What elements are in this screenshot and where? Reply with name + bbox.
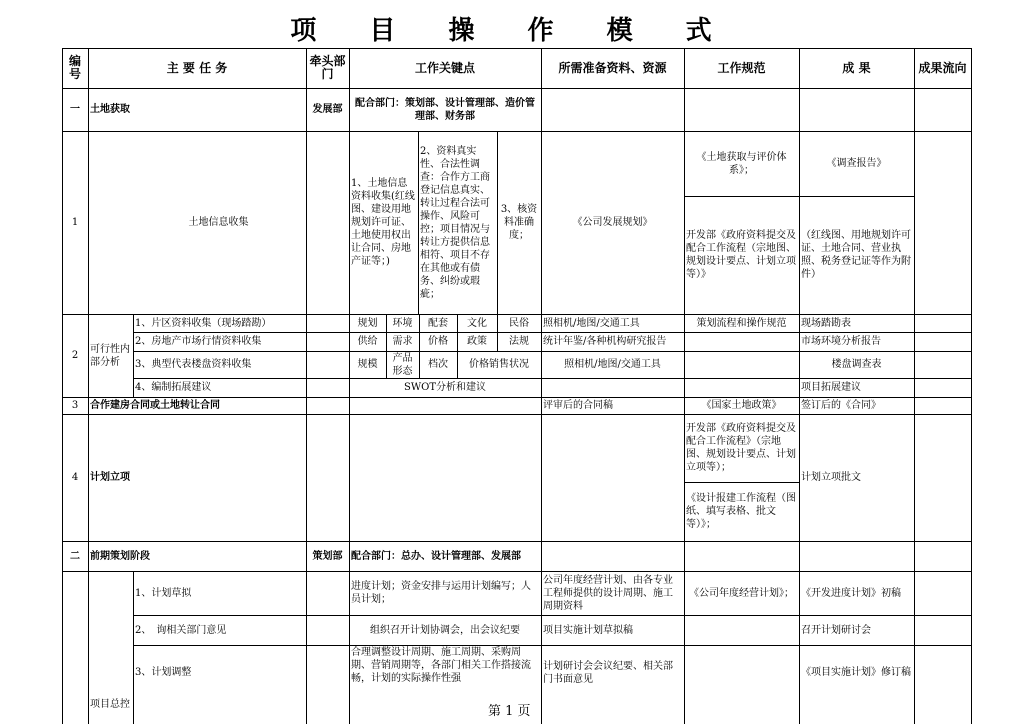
- grid-vline: [386, 314, 387, 378]
- r1-norm-2: 开发部《政府资料提交及配合工作流程（宗地图、规划设计要点、计划立项等）》: [686, 230, 796, 280]
- p2-result: 召开计划研讨会: [801, 624, 871, 636]
- r2-c-resources: 照相机/地图/交通工具: [564, 359, 661, 370]
- r2-b-result: 市场环境分析报告: [801, 336, 881, 347]
- header-result: 成 果: [842, 60, 871, 75]
- r1-norm-1: 《土地获取与评价体系》；: [696, 151, 787, 176]
- p1-key: 进度计划；资金安排与运用计划编写；人员计划；: [351, 581, 531, 605]
- r4-no: 4: [71, 472, 79, 483]
- grid-hline: [133, 351, 972, 352]
- grid-vline: [349, 48, 350, 724]
- p1-resources: 公司年度经营计划、由各专业工程师提供的设计周期、施工周期资料: [543, 574, 673, 612]
- r2-d-key: SWOT分析和建议: [404, 382, 486, 393]
- p3-resources: 计划研讨会会议纪要、相关部门书面意见: [543, 660, 673, 685]
- r2-b-key-5: 法规: [509, 336, 529, 347]
- sec2-name: 前期策划阶段: [90, 550, 150, 562]
- r2-c-task: 3、典型代表楼盘资料收集: [135, 359, 252, 370]
- grid-hline: [62, 541, 972, 542]
- header-flow: 成果流向: [918, 60, 967, 75]
- grid-vline: [62, 48, 63, 724]
- header-no: 编号: [68, 54, 81, 81]
- r2-a-key-5: 民俗: [509, 317, 529, 329]
- r4-norm-2: 《设计报建工作流程（图纸、填写表格、批文等）》；: [686, 493, 796, 530]
- grid-hline: [62, 397, 972, 398]
- p3-key: 合理调整设计周期、施工周期、采购周期、营销周期等，各部门相关工作搭接流畅，计划的实际操作性强: [351, 647, 531, 684]
- header-key: 工作关键点: [414, 60, 475, 75]
- page-title: 项 目 操 作 模 式: [290, 16, 734, 46]
- grid-vline: [306, 48, 307, 724]
- r2-group: 可行性内部分析: [90, 343, 130, 368]
- grid-vline: [971, 48, 972, 724]
- grid-hline: [62, 131, 972, 132]
- grid-vline: [497, 314, 498, 351]
- grid-vline: [799, 48, 800, 724]
- r2-b-resources: 统计年鉴/各种机构研究报告: [543, 336, 667, 347]
- r2-d-result: 项目拓展建议: [801, 382, 861, 393]
- p1-task: 1、计划草拟: [135, 587, 192, 599]
- grid-hline: [62, 571, 972, 572]
- r2-a-key-3: 配套: [428, 317, 448, 329]
- r2-b-task: 2、房地产市场行情资料收集: [135, 336, 262, 347]
- r2-c-key-4: 价格销售状况: [469, 359, 529, 370]
- grid-hline: [62, 314, 972, 315]
- grid-vline: [457, 314, 458, 378]
- grid-vline: [88, 48, 89, 724]
- r2-b-key-1: 供给: [357, 336, 378, 347]
- r3-norm: 《国家土地政策》: [701, 400, 782, 411]
- grid-vline: [684, 48, 685, 724]
- header-lead: 牵头部门: [309, 54, 346, 81]
- p2-resources: 项目实施计划草拟稿: [543, 624, 633, 636]
- r2-a-key-4: 文化: [467, 317, 487, 329]
- r3-task: 合作建房合同或土地转让合同: [90, 400, 220, 411]
- grid-hline: [133, 332, 972, 333]
- sec2-coop: 配合部门：总办、设计管理部、发展部: [351, 550, 521, 562]
- r2-c-key-3: 档次: [428, 359, 448, 370]
- r2-a-task: 1、片区资料收集（现场踏勘）: [135, 317, 272, 329]
- r1-no: 1: [71, 217, 79, 228]
- r2-c-key-2: 产品形态: [392, 352, 413, 377]
- r4-result: 计划立项批文: [801, 472, 861, 483]
- r2-b-key-2: 需求: [392, 336, 413, 347]
- r2-a-key-1: 规划: [357, 317, 378, 329]
- r1-result-2: （红线图、用地规划许可证、土地合同、营业执照、税务登记证等作为附件）: [801, 230, 911, 280]
- r1-key-3: 3、核资料准确度；: [500, 204, 538, 241]
- page-footer: 第 1 页: [486, 700, 533, 719]
- p2-key: 组织召开计划协调会，出会议纪要: [370, 624, 520, 636]
- p1-norm: 《公司年度经营计划》；: [689, 587, 794, 599]
- sec1-lead: 发展部: [312, 104, 343, 115]
- r1-result-1: 《调查报告》: [826, 158, 887, 169]
- sec1-name: 土地获取: [90, 104, 130, 115]
- sec2-no: 二: [70, 550, 80, 562]
- grid-vline: [419, 314, 420, 378]
- grid-vline: [133, 314, 134, 397]
- r3-result: 签订后的《合同》: [801, 400, 881, 411]
- p-group: 项目总控: [90, 698, 130, 710]
- grid-vline: [133, 571, 134, 724]
- p3-result: 《项目实施计划》修订稿: [801, 667, 911, 678]
- r2-a-result: 现场踏勘表: [801, 317, 851, 329]
- r4-task: 计划立项: [90, 472, 130, 483]
- grid-hline: [133, 615, 972, 616]
- r1-key-1: 1、土地信息资料收集(红线图、建设用地规划许可证、土地使用权出让合同、房地产证等；): [351, 178, 415, 267]
- r2-d-task: 4、编制拓展建议: [135, 382, 212, 393]
- r1-resources: 《公司发展规划》: [572, 217, 653, 228]
- sec1-coop: 配合部门：策划部、设计管理部、造价管理部、财务部: [355, 97, 535, 122]
- header-resources: 所需准备资料、资源: [558, 60, 667, 75]
- grid-hline: [62, 414, 972, 415]
- sec2-lead: 策划部: [312, 550, 343, 562]
- r1-key-2: 2、资料真实性、合法性调查：合作方工商登记信息真实、转让过程合法可操作、风险可控；项目情况与转让方提供信息相符、项目不存在其他或有债务、纠纷或瑕疵；: [420, 145, 490, 300]
- grid-hline: [133, 645, 972, 646]
- grid-vline: [418, 131, 419, 314]
- grid-hline: [684, 482, 800, 483]
- r3-resources: 评审后的合同稿: [543, 400, 613, 411]
- p1-result: 《开发进度计划》初稿: [801, 587, 901, 599]
- grid-hline: [62, 88, 972, 89]
- grid-hline: [133, 378, 972, 379]
- r3-no: 3: [71, 400, 79, 411]
- r2-c-key-1: 规模: [357, 359, 378, 370]
- r2-c-result: 楼盘调查表: [831, 359, 882, 370]
- header-task: 主 要 任 务: [166, 60, 228, 75]
- r2-b-key-3: 价格: [428, 336, 448, 347]
- r1-task: 土地信息收集: [188, 217, 249, 228]
- sec1-no: 一: [70, 104, 80, 115]
- r2-b-key-4: 政策: [467, 336, 487, 347]
- r4-norm-1: 开发部《政府资料提交及配合工作流程》（宗地图、规划设计要点、计划立项等）；: [686, 423, 796, 473]
- p2-task: 2、 询相关部门意见: [135, 624, 227, 636]
- grid-vline: [541, 48, 542, 724]
- grid-hline: [62, 48, 972, 49]
- r2-no: 2: [71, 350, 79, 361]
- grid-vline: [914, 48, 915, 724]
- grid-vline: [497, 131, 498, 314]
- header-norm: 工作规范: [717, 60, 766, 75]
- r2-a-key-2: 环境: [392, 317, 413, 329]
- r2-a-norm: 策划流程和操作规范: [696, 317, 787, 329]
- r2-a-resources: 照相机/地图/交通工具: [543, 317, 640, 329]
- p3-task: 3、计划调整: [135, 667, 192, 678]
